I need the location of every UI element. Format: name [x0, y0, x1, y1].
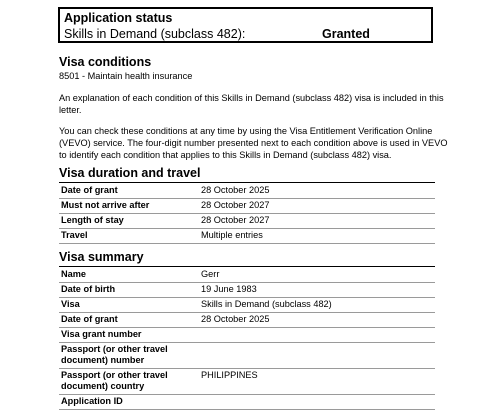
row-label: Visa	[59, 298, 199, 313]
row-label: Date of birth	[59, 283, 199, 298]
row-label: Visa grant number	[59, 328, 199, 343]
table-row	[59, 268, 435, 283]
visa-summary-table	[59, 268, 435, 410]
row-value: Multiple entries	[199, 229, 435, 244]
row-value	[199, 395, 435, 410]
visa-condition-item: 8501 - Maintain health insurance	[59, 71, 193, 81]
row-label: Application ID	[59, 395, 199, 410]
row-value: 28 October 2025	[199, 184, 435, 199]
visa-duration-table	[59, 184, 435, 244]
table-row	[59, 184, 435, 199]
row-label: Must not arrive after	[59, 199, 199, 214]
row-value: Gerr	[199, 268, 435, 283]
table-row	[59, 229, 435, 244]
row-value: 28 October 2027	[199, 199, 435, 214]
table-row	[59, 298, 435, 313]
row-value: 19 June 1983	[199, 283, 435, 298]
row-value	[199, 328, 435, 343]
table-row	[59, 313, 435, 328]
row-label: Name	[59, 268, 199, 283]
row-value: 28 October 2027	[199, 214, 435, 229]
row-label: Passport (or other travel document) number	[59, 343, 199, 369]
table-row	[59, 328, 435, 343]
visa-conditions-heading: Visa conditions	[59, 55, 152, 69]
conditions-explanation: An explanation of each condition of this Skills in Demand (subclass 482) visa is included in this letter.	[59, 93, 444, 115]
application-status-title: Application status	[64, 11, 173, 25]
subclass-label: Skills in Demand (subclass 482):	[64, 27, 246, 41]
row-label: Length of stay	[59, 214, 199, 229]
table-row	[59, 343, 435, 369]
table-row	[59, 283, 435, 298]
row-label: Date of grant	[59, 184, 199, 199]
application-status-row	[64, 26, 427, 42]
application-status-box	[58, 7, 433, 43]
row-value: Skills in Demand (subclass 482)	[199, 298, 435, 313]
table-row	[59, 395, 435, 410]
visa-duration-heading: Visa duration and travel	[59, 166, 435, 183]
row-label: Date of grant	[59, 313, 199, 328]
table-row	[59, 369, 435, 395]
row-value: 28 October 2025	[199, 313, 435, 328]
table-row	[59, 214, 435, 229]
row-value	[199, 343, 435, 369]
row-value: PHILIPPINES	[199, 369, 435, 395]
status-value: Granted	[322, 27, 370, 41]
visa-summary-heading: Visa summary	[59, 250, 435, 267]
row-label: Passport (or other travel document) country	[59, 369, 199, 395]
vevo-explanation: You can check these conditions at any time by using the Visa Entitlement Verification Online (VEVO) service. The four-digit number presented next to each condition above is used in VEVO to identify each condition that applies to this Skills in Demand (subclass 482) visa.	[59, 126, 448, 160]
table-row	[59, 199, 435, 214]
row-label: Travel	[59, 229, 199, 244]
